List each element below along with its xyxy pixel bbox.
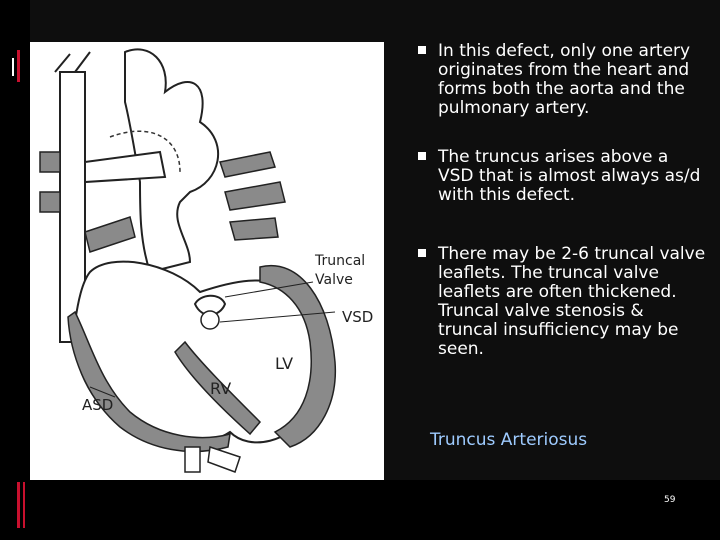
accent-bar-top (17, 50, 20, 82)
heart-diagram (30, 42, 384, 480)
square-bullet-icon (418, 46, 426, 54)
left-branch-1 (40, 152, 60, 172)
figure-caption: Truncus Arteriosus (430, 430, 588, 450)
left-branch-3 (85, 217, 135, 252)
square-bullet-icon (418, 249, 426, 257)
label-truncal: Truncal (315, 253, 366, 269)
bullet-item (418, 245, 708, 359)
right-branch-1 (220, 152, 275, 177)
accent-bar-bottom-secondary (23, 482, 25, 528)
bullet-item (418, 148, 708, 205)
label-valve: Valve (315, 272, 353, 288)
ivc (185, 447, 200, 472)
lower-vessel (208, 447, 240, 472)
vsd-hole (201, 311, 219, 329)
bullet-text: The truncus arises above a VSD that is almost always as/d with this defect. (438, 147, 701, 205)
bullet-list (418, 42, 708, 389)
page-number: 59 (664, 495, 676, 505)
label-rv: RV (210, 379, 232, 398)
bullet-text: There may be 2-6 truncal valve leaflets. The truncal valve leaflets are often thickened. Truncal valve stenosis & truncal insufficiency may be seen. (438, 244, 706, 359)
bullet-text: In this defect, only one artery originates from the heart and forms both the aorta and the pulmonary artery. (438, 41, 691, 118)
right-branch-2 (225, 182, 285, 210)
heart-diagram-figure (30, 42, 384, 480)
bullet-item (418, 42, 708, 118)
square-bullet-icon (418, 152, 426, 160)
left-branch-2 (40, 192, 60, 212)
pulmonary-branch (85, 152, 165, 182)
label-lv: LV (275, 354, 294, 373)
label-asd: ASD (82, 396, 114, 414)
vessel-branches (55, 52, 90, 72)
right-branch-3 (230, 218, 278, 240)
accent-bar-top-secondary (12, 58, 14, 76)
accent-bar-bottom (17, 482, 20, 528)
label-vsd: VSD (342, 308, 374, 326)
